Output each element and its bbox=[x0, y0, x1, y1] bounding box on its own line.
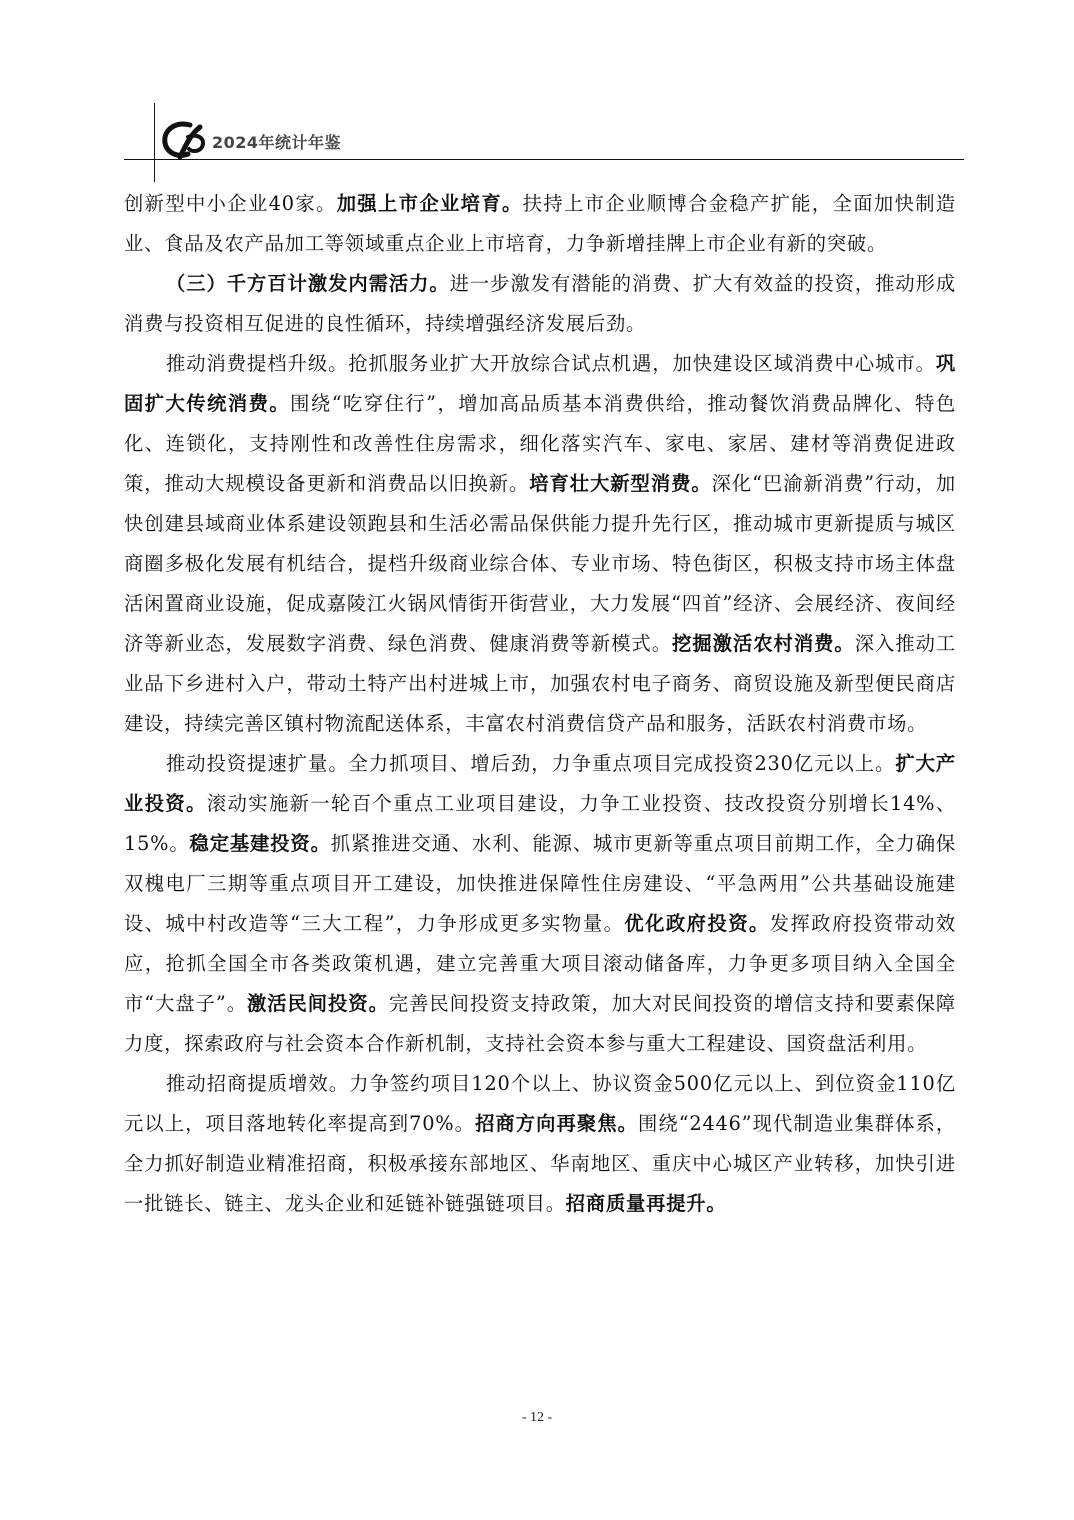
text-run: 推动消费提档升级。抢抓服务业扩大开放综合试点机遇，加快建设区域消费中心城市。 bbox=[166, 352, 936, 375]
header-rule bbox=[124, 159, 964, 160]
paragraph-1 bbox=[124, 184, 956, 264]
text-run: 完善民间投资支持政策，加大对民间投资的增信支持和要素保障力度，探索政府与社会资本合作新机制，支持社会资本参与重大工程建设、国资盘活利用。 bbox=[124, 992, 956, 1055]
bold-heading: 优化政府投资。 bbox=[624, 912, 770, 935]
text-run: 推动投资提速扩量。全力抓项目、增后劲，力争重点项目完成投资230亿元以上。 bbox=[166, 752, 896, 775]
text-run: 扶持上市企业顺博合金稳产扩能，全面加快制造业、食品及农产品加工等领域重点企业上市培育，力争新增挂牌上市企业有新的突破。 bbox=[124, 192, 956, 255]
bold-heading: 招商方向再聚焦。 bbox=[475, 1112, 638, 1135]
text-run: 发挥政府投资带动效应，抢抓全国全市各类政策机遇，建立完善重大项目滚动储备库，力争更多项目纳入全国全市“大盘子”。 bbox=[124, 912, 956, 1015]
bold-heading: 激活民间投资。 bbox=[247, 992, 389, 1015]
bold-heading: 培育壮大新型消费。 bbox=[529, 472, 712, 495]
statistics-logo-icon bbox=[160, 119, 210, 161]
text-run: 创新型中小企业40家。 bbox=[124, 192, 337, 215]
bold-heading: 稳定基建投资。 bbox=[189, 832, 331, 855]
page-number: - 12 - bbox=[521, 1410, 553, 1425]
text-run: 抓紧推进交通、水利、能源、城市更新等重点项目前期工作，全力确保双槐电厂三期等重点项目开工建设，加快推进保障性住房建设、“平急两用”公共基础设施建设、城中村改造等“三大工程”，力争形成更多实物量。 bbox=[124, 832, 957, 935]
text-run: 围绕“吃穿住行”，增加高品质基本消费供给，推动餐饮消费品牌化、特色化、连锁化，支持刚性和改善性住房需求，细化落实汽车、家电、家居、建材等消费促进政策，推动大规模设备更新和消费品以旧换新。 bbox=[124, 392, 956, 495]
text-run: 围绕“2446”现代制造业集群体系，全力抓好制造业精准招商，积极承接东部地区、华南地区、重庆中心城区产业转移，加快引进一批链长、链主、龙头企业和延链补链强链项目。 bbox=[124, 1112, 956, 1215]
bold-heading: 巩固扩大传统消费。 bbox=[124, 352, 956, 415]
page-header bbox=[0, 0, 1074, 170]
paragraph-4 bbox=[124, 744, 956, 1064]
text-run: 推动招商提质增效。力争签约项目120个以上、协议资金500亿元以上、到位资金110亿元以上，项目落地转化率提高到70%。 bbox=[124, 1072, 956, 1135]
text-run: 深化“巴渝新消费”行动，加快创建县域商业体系建设领跑县和生活必需品保供能力提升先行区，推动城市更新提质与城区商圈多极化发展有机结合，提档升级商业综合体、专业市场、特色街区，积极支持市场主体盘活闲置商业设施，促成嘉陵江火锅风情街开街营业，大力发展“四首”经济、会展经济、夜间经济等新业态，发展数字消费、绿色消费、健康消费等新模式。 bbox=[124, 472, 956, 655]
paragraph-2 bbox=[124, 264, 956, 344]
header-vertical-rule bbox=[154, 103, 155, 182]
section-heading: （三）千方百计激发内需活力。 bbox=[166, 272, 450, 295]
text-run: 进一步激发有潜能的消费、扩大有效益的投资，推动形成消费与投资相互促进的良性循环，持续增强经济发展后劲。 bbox=[124, 272, 956, 335]
text-run: 滚动实施新一轮百个重点工业项目建设，力争工业投资、技改投资分别增长14%、15%。 bbox=[124, 792, 957, 855]
bold-heading: 加强上市企业培育。 bbox=[336, 192, 523, 215]
paragraph-3 bbox=[124, 344, 956, 744]
bold-heading: 扩大产业投资。 bbox=[124, 752, 956, 815]
document-body bbox=[124, 184, 956, 1224]
yearbook-title: 2024年统计年鉴 bbox=[212, 133, 342, 152]
bold-heading: 招商质量再提升。 bbox=[565, 1192, 727, 1215]
bold-heading: 挖掘激活农村消费。 bbox=[672, 632, 855, 655]
paragraph-5 bbox=[124, 1064, 956, 1224]
text-run: 深入推动工业品下乡进村入户，带动土特产出村进城上市，加强农村电子商务、商贸设施及新型便民商店建设，持续完善区镇村物流配送体系，丰富农村消费信贷产品和服务，活跃农村消费市场。 bbox=[124, 632, 957, 735]
